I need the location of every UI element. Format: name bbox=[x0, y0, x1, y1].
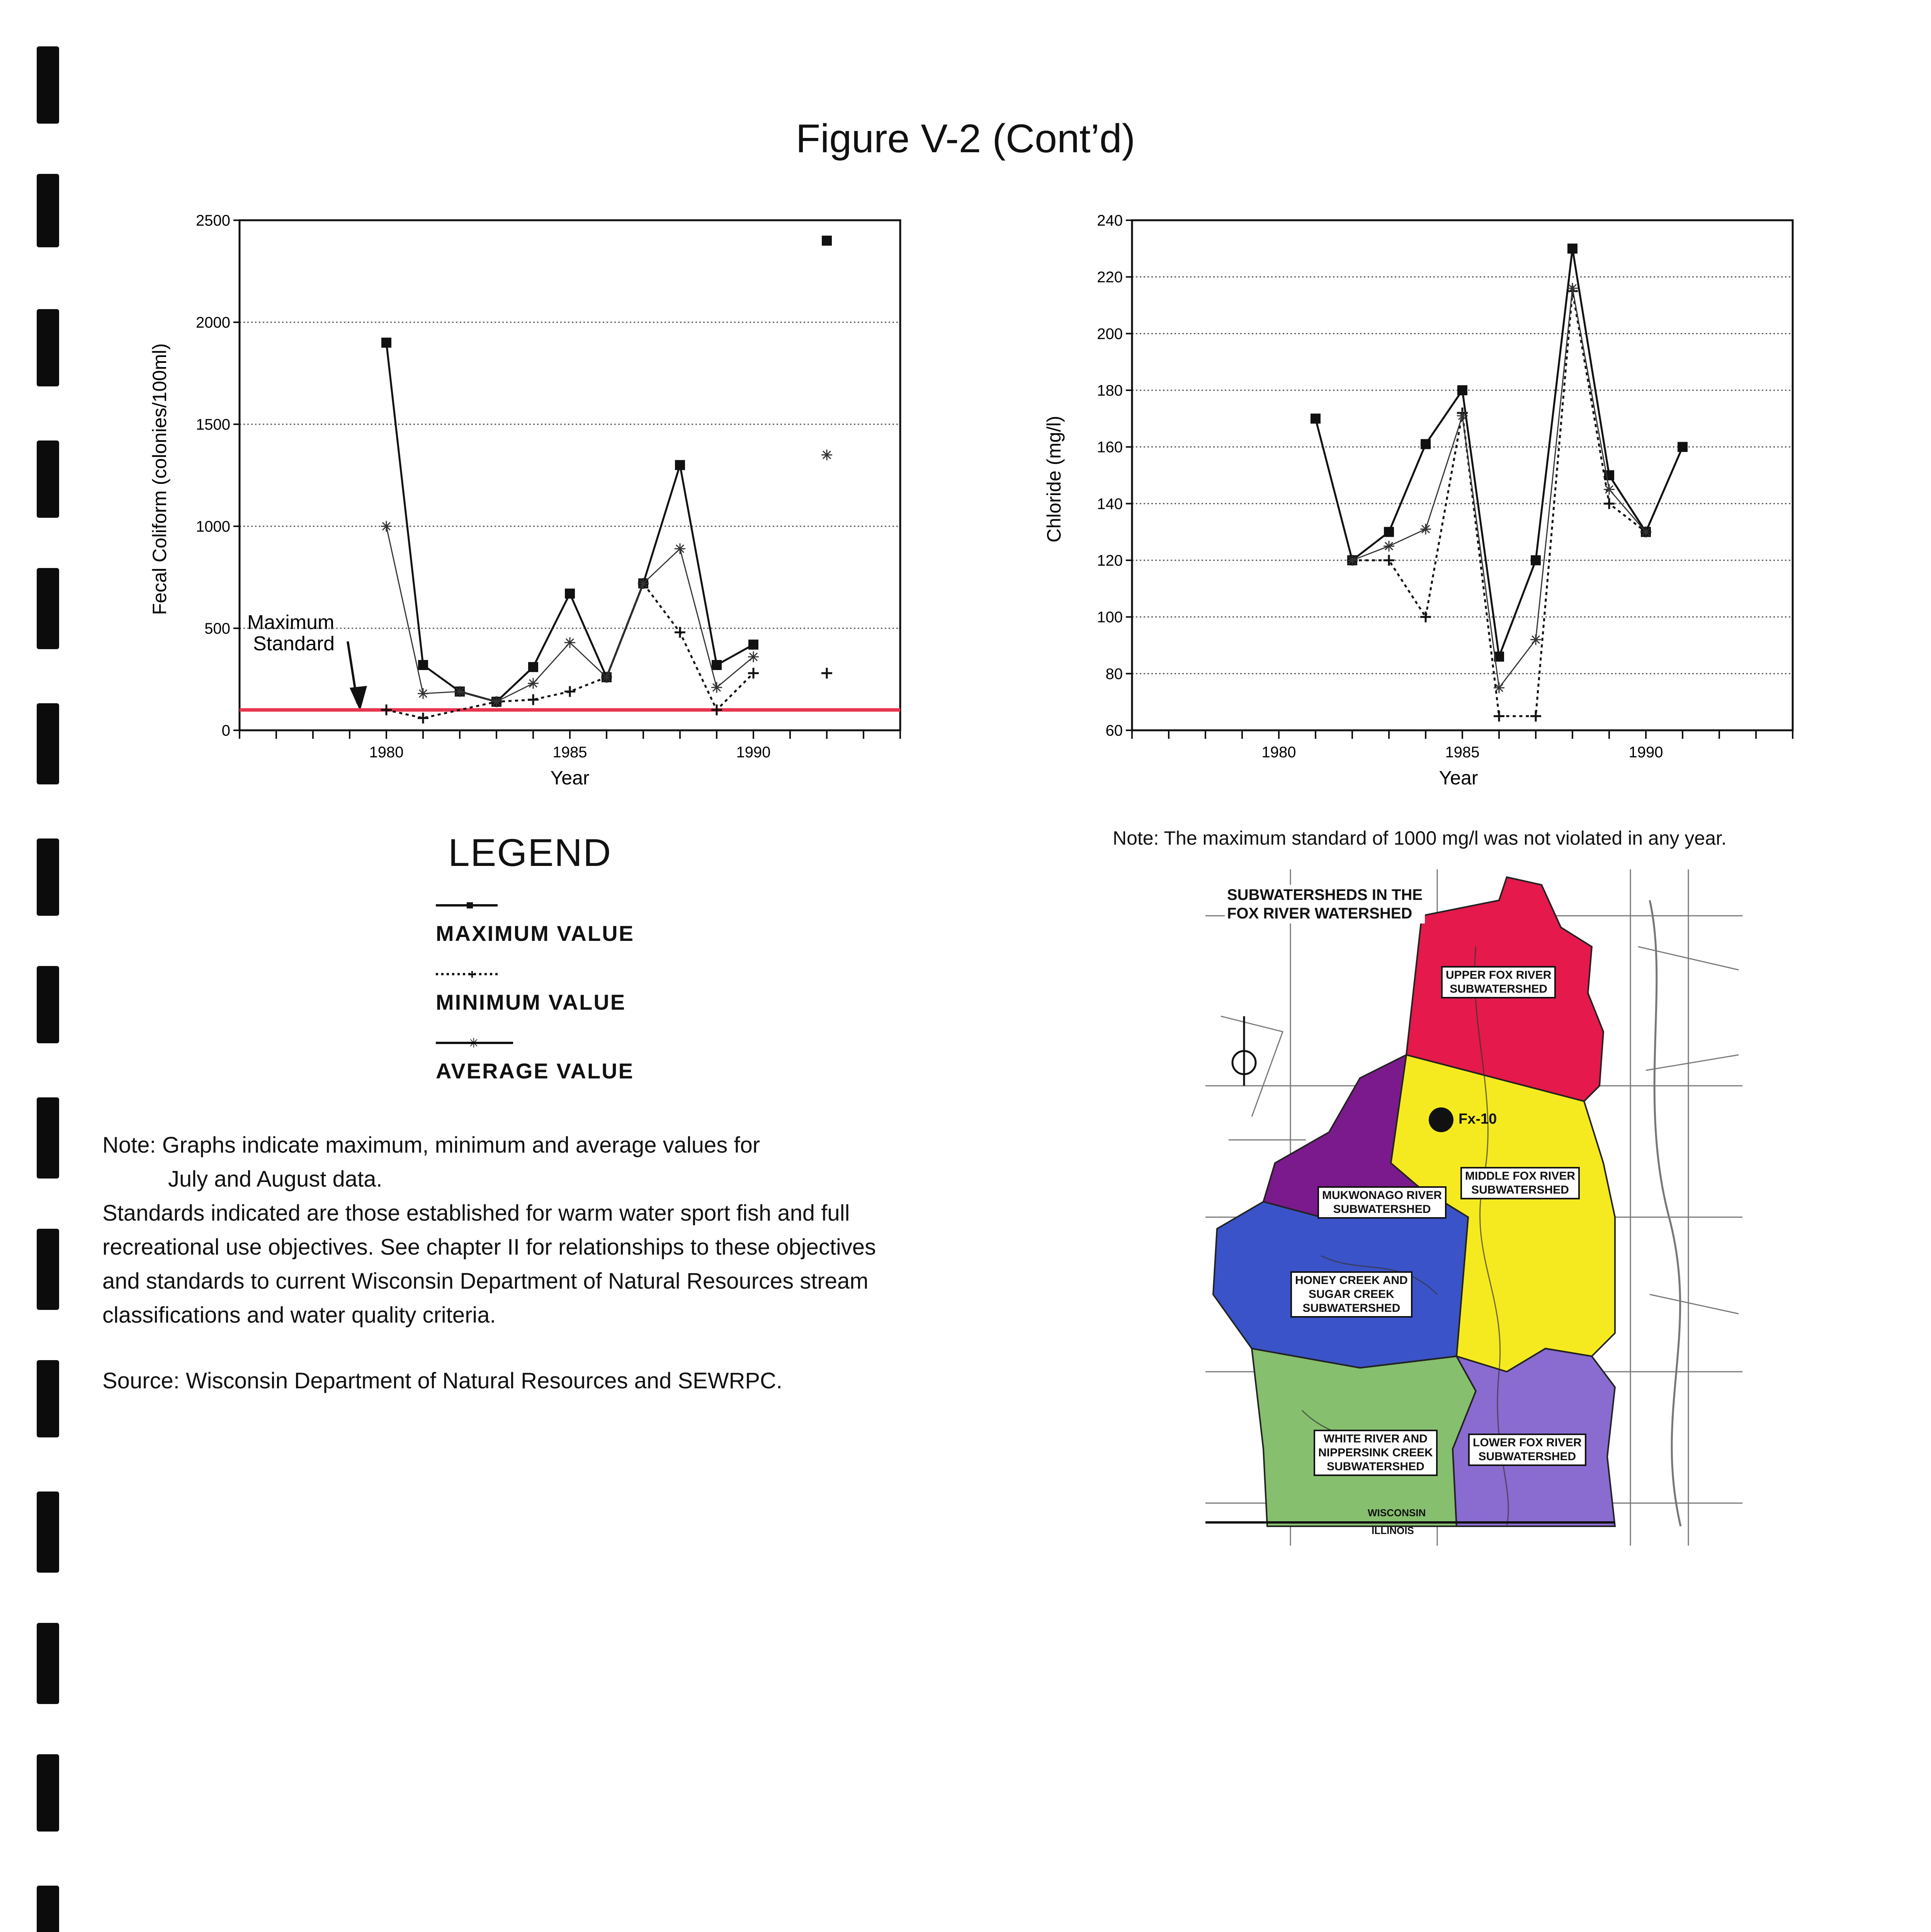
y-tick-label: 2000 bbox=[196, 314, 230, 331]
standard-label-line2: Standard bbox=[253, 633, 335, 655]
data-point-average bbox=[711, 682, 722, 693]
border-label-wisconsin: WISCONSIN bbox=[1368, 1507, 1426, 1519]
map-title-line: FOX RIVER WATERSHED bbox=[1227, 905, 1413, 922]
station-label: Fx-10 bbox=[1458, 1111, 1497, 1127]
binder-mark bbox=[37, 309, 59, 386]
fecal-coliform-chart bbox=[116, 201, 927, 804]
y-tick-label: 60 bbox=[1105, 722, 1123, 739]
x-tick-label: 1980 bbox=[369, 744, 404, 761]
data-point-minimum bbox=[1530, 711, 1541, 721]
binder-mark bbox=[37, 703, 59, 784]
note-line: and standards to current Wisconsin Department of Natural Resources stream bbox=[102, 1269, 869, 1294]
data-point-average bbox=[1494, 682, 1504, 693]
data-point-average bbox=[381, 521, 392, 532]
binder-mark bbox=[37, 174, 59, 247]
data-point-maximum bbox=[1678, 442, 1688, 452]
binder-mark bbox=[37, 1229, 59, 1310]
chloride-chart bbox=[1043, 201, 1824, 804]
series-line-maximum bbox=[1316, 248, 1683, 656]
standard-arrow bbox=[348, 641, 367, 711]
map-title bbox=[1225, 885, 1425, 923]
binder-mark bbox=[37, 966, 59, 1043]
data-point-minimum bbox=[418, 713, 428, 723]
data-point-average bbox=[418, 688, 428, 699]
data-point-minimum bbox=[528, 694, 539, 705]
data-point-average bbox=[1640, 527, 1651, 537]
binder-mark bbox=[37, 1623, 59, 1704]
data-point-minimum bbox=[821, 668, 832, 679]
data-point-maximum bbox=[712, 660, 722, 670]
data-point-average bbox=[1604, 484, 1615, 495]
legend-item-maximum bbox=[425, 891, 773, 959]
y-axis-label: Chloride (mg/l) bbox=[1043, 416, 1065, 543]
data-point-average bbox=[748, 651, 759, 662]
border-label-illinois: ILLINOIS bbox=[1372, 1525, 1414, 1536]
chloride-note: Note: The maximum standard of 1000 mg/l was not violated in any year. bbox=[1113, 827, 1727, 849]
map-label-middle: MIDDLE FOX RIVER SUBWATERSHED bbox=[1460, 1167, 1580, 1199]
y-tick-label: 1000 bbox=[196, 518, 230, 535]
legend-item-minimum bbox=[425, 959, 773, 1028]
map-label-white: WHITE RIVER AND NIPPERSINK CREEK SUBWATERSHED bbox=[1314, 1430, 1438, 1476]
legend-label-average: AVERAGE VALUE bbox=[436, 1059, 634, 1083]
map-label-upper: UPPER FOX RIVER SUBWATERSHED bbox=[1441, 966, 1556, 998]
data-point-maximum bbox=[675, 460, 685, 470]
data-point-maximum bbox=[418, 660, 428, 670]
binder-mark bbox=[37, 838, 59, 916]
legend-swatch-minimum bbox=[436, 966, 525, 982]
data-point-average bbox=[1567, 283, 1578, 294]
data-point-maximum bbox=[822, 236, 832, 246]
y-tick-label: 120 bbox=[1097, 552, 1123, 569]
legend bbox=[425, 831, 773, 1097]
legend-swatch-maximum bbox=[436, 898, 525, 913]
binder-mark bbox=[37, 46, 59, 124]
x-tick-label: 1985 bbox=[1445, 744, 1480, 761]
data-point-maximum bbox=[381, 338, 391, 348]
y-tick-label: 1500 bbox=[196, 416, 230, 433]
data-point-average bbox=[675, 543, 685, 554]
note-line: classifications and water quality criteria. bbox=[102, 1303, 496, 1328]
data-point-average bbox=[1457, 410, 1468, 421]
page-title: Figure V-2 (Cont’d) bbox=[796, 116, 1135, 161]
x-tick-label: 1985 bbox=[552, 744, 587, 761]
y-tick-label: 500 bbox=[204, 620, 230, 637]
source-note: Source: Wisconsin Department of Natural Resources and SEWRPC. bbox=[102, 1368, 783, 1393]
x-axis-label: Year bbox=[1439, 767, 1478, 789]
x-axis-label: Year bbox=[550, 767, 590, 789]
data-point-maximum bbox=[1567, 243, 1577, 253]
data-point-average bbox=[1420, 524, 1431, 534]
map-label-mukwonago: MUKWONAGO RIVER SUBWATERSHED bbox=[1317, 1186, 1447, 1219]
y-tick-label: 180 bbox=[1097, 382, 1123, 399]
data-point-maximum bbox=[528, 662, 538, 672]
data-point-maximum bbox=[1531, 555, 1541, 565]
binder-mark bbox=[37, 568, 59, 649]
station-marker bbox=[1429, 1107, 1453, 1132]
x-tick-label: 1980 bbox=[1261, 744, 1296, 761]
data-point-minimum bbox=[1494, 711, 1504, 721]
data-point-average bbox=[1530, 634, 1541, 645]
data-point-maximum bbox=[1311, 413, 1321, 423]
legend-swatch-average bbox=[436, 1035, 525, 1051]
note-line: Note: Graphs indicate maximum, minimum and average values for bbox=[102, 1133, 760, 1158]
graph-notes bbox=[102, 1128, 1030, 1332]
legend-title: LEGEND bbox=[448, 831, 612, 874]
data-point-maximum bbox=[1421, 439, 1431, 449]
binder-mark bbox=[37, 1097, 59, 1179]
subwatershed-map bbox=[1205, 869, 1742, 1546]
data-point-average bbox=[1347, 555, 1358, 566]
y-axis-label: Fecal Coliform (colonies/100ml) bbox=[149, 343, 170, 615]
binder-mark bbox=[37, 1886, 59, 1932]
y-tick-label: 80 bbox=[1105, 665, 1123, 683]
data-point-average bbox=[454, 686, 465, 697]
plot-frame bbox=[240, 220, 900, 730]
data-point-average bbox=[1384, 541, 1394, 551]
data-point-average bbox=[491, 696, 502, 707]
map-label-honey: HONEY CREEK AND SUGAR CREEK SUBWATERSHED bbox=[1290, 1271, 1413, 1318]
svg-text:✳: ✳ bbox=[468, 1036, 479, 1051]
y-tick-label: 200 bbox=[1097, 325, 1123, 343]
data-point-maximum bbox=[1384, 527, 1394, 537]
note-line: July and August data. bbox=[168, 1167, 382, 1192]
svg-text:+: + bbox=[468, 967, 476, 982]
legend-item-average bbox=[425, 1028, 773, 1097]
data-point-minimum bbox=[1420, 612, 1431, 622]
data-point-minimum bbox=[381, 704, 392, 715]
y-tick-label: 100 bbox=[1097, 609, 1123, 626]
y-tick-label: 220 bbox=[1097, 269, 1123, 286]
data-point-average bbox=[528, 678, 539, 689]
binder-mark bbox=[37, 1492, 59, 1573]
map-title-line: SUBWATERSHEDS IN THE bbox=[1227, 886, 1423, 903]
data-point-average bbox=[638, 578, 649, 589]
note-line: recreational use objectives. See chapter II for relationships to these objectives bbox=[102, 1235, 876, 1260]
map-label-lower: LOWER FOX RIVER SUBWATERSHED bbox=[1468, 1434, 1586, 1466]
data-point-average bbox=[601, 672, 612, 683]
note-line: Standards indicated are those established for warm water sport fish and full bbox=[102, 1201, 850, 1226]
x-tick-label: 1990 bbox=[736, 744, 771, 761]
y-tick-label: 2500 bbox=[196, 212, 230, 229]
y-tick-label: 240 bbox=[1097, 212, 1123, 229]
x-tick-label: 1990 bbox=[1628, 744, 1663, 761]
y-tick-label: 140 bbox=[1097, 495, 1123, 513]
data-point-average bbox=[821, 449, 832, 460]
standard-label-line1: Maximum bbox=[247, 611, 335, 634]
data-point-minimum bbox=[1384, 555, 1394, 566]
series-line-average bbox=[1352, 288, 1646, 688]
data-point-average bbox=[564, 637, 575, 648]
plot-frame bbox=[1132, 220, 1793, 730]
binder-mark bbox=[37, 440, 59, 518]
series-line-minimum bbox=[386, 583, 753, 718]
y-tick-label: 160 bbox=[1097, 439, 1123, 456]
data-point-maximum bbox=[565, 588, 575, 599]
data-point-maximum bbox=[748, 639, 758, 650]
binder-mark bbox=[37, 1360, 59, 1437]
legend-label-maximum: MAXIMUM VALUE bbox=[436, 921, 634, 946]
y-tick-label: 0 bbox=[221, 722, 230, 739]
series-line-average bbox=[386, 526, 753, 702]
binder-mark bbox=[37, 1754, 59, 1832]
data-point-maximum bbox=[1457, 385, 1467, 395]
legend-label-minimum: MINIMUM VALUE bbox=[436, 990, 626, 1014]
data-point-minimum bbox=[564, 686, 575, 697]
